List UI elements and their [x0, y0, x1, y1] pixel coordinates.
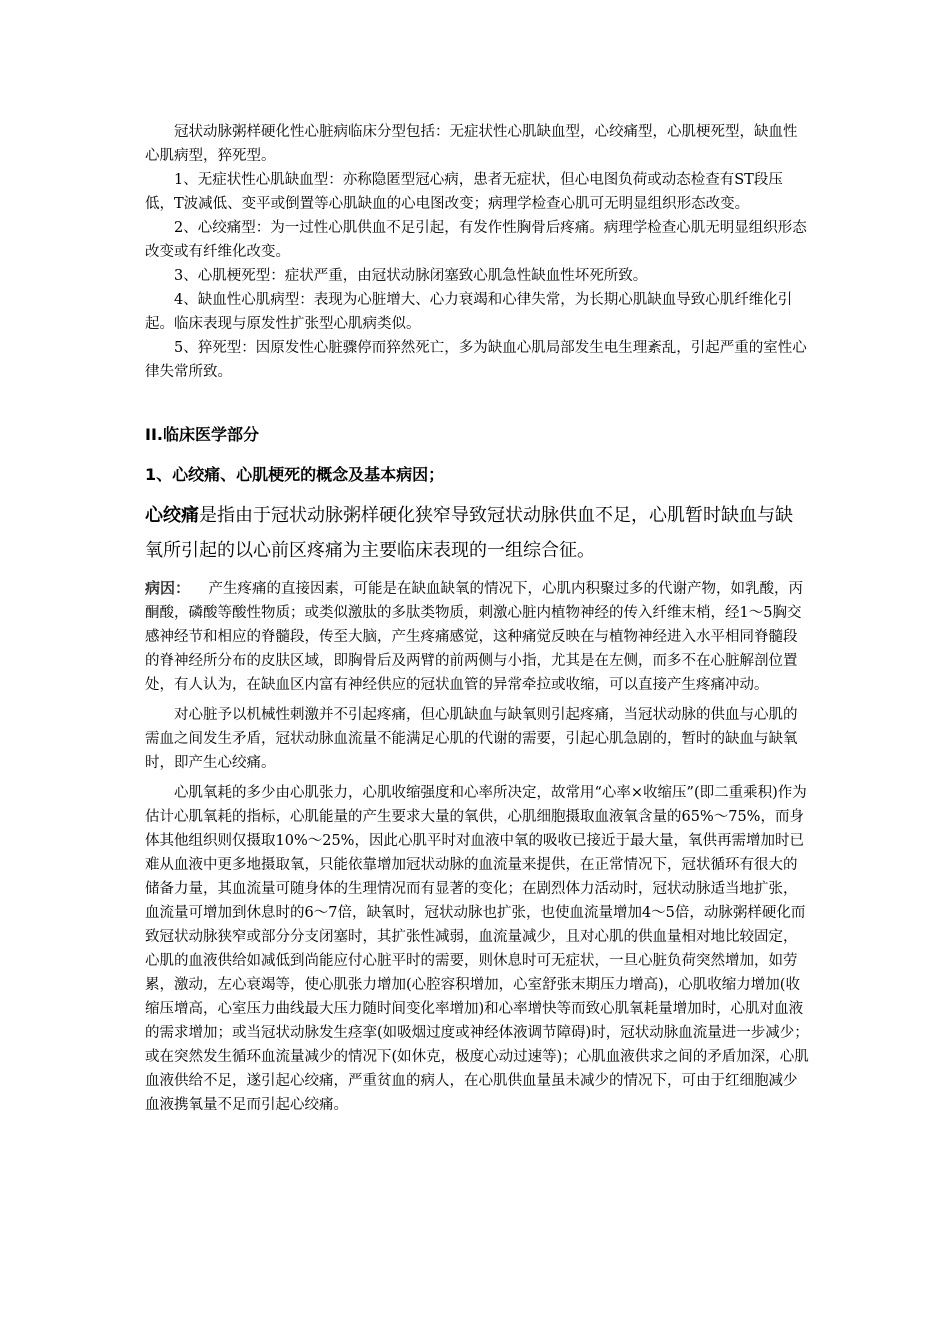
- etiology-paragraph-1: [145, 576, 810, 697]
- definition-term: 心绞痛: [145, 505, 199, 526]
- etiology-paragraph-2: 对心脏予以机械性刺激并不引起疼痛，但心肌缺血与缺氧则引起疼痛，当冠状动脉的供血与心肌的需血之间发生矛盾，冠状动脉血流量不能满足心肌的代谢的需要，引起心肌急剧的，暂时的缺血与缺氧时，即产生心绞痛。: [145, 707, 798, 771]
- classification-summary: 冠状动脉粥样硬化性心脏病临床分型包括：无症状性心肌缺血型，心绞痛型，心肌梗死型，缺血性心肌病型，猝死型。: [145, 124, 798, 164]
- type-infarction: 3、心肌梗死型：症状严重，由冠状动脉闭塞致心肌急性缺血性坏死所致。: [174, 268, 648, 284]
- etiology-paragraph-3: 心肌氧耗的多少由心肌张力，心肌收缩强度和心率所决定，故常用“心率×收缩压”(即二重乘积)作为估计心肌氧耗的指标，心肌能量的产生要求大量的氧供，心肌细胞摄取血液氧含量的65%～75%，而身体其他组织则仅摄取10%～25%，因此心肌平时对血液中氧的吸收已接近于最大量，氧供再需增加时已难从血液中更多地摄取氧，只能依靠增加冠状动脉的血流量来提供，在正常情况下，冠状循环有很大的储备力量，其血流量可随身体的生理情况而有显著的变化；在剧烈体力活动时，冠状动脉适当地扩张，血流量可增加到休息时的6～7倍，缺氧时，冠状动脉也扩张，也使血流量增加4～5倍，动脉粥样硬化而致冠状动脉狭窄或部分分支闭塞时，其扩张性减弱，血流量减少，且对心肌的供血量相对地比较固定，心肌的血液供给如减低到尚能应付心脏平时的需要，则休息时可无症状，一旦心脏负荷突然增加，如劳累，激动，左心衰竭等，使心肌张力增加(心腔容积增加，心室舒张末期压力增高)，心肌收缩力增加(收缩压增高，心室压力曲线最大压力随时间变化率增加)和心率增快等而致心肌氧耗量增加时，心肌对血液的需求增加；或当冠状动脉发生痉挛(如吸烟过度或神经体液调节障碍)时，冠状动脉血流量进一步减少；或在突然发生循环血流量减少的情况下(如休克，极度心动过速等)；心肌血液供求之间的矛盾加深，心肌血液供给不足，遂引起心绞痛，严重贫血的病人，在心肌供血量虽未减少的情况下，可由于红细胞减少血液携氧量不足而引起心绞痛。: [145, 785, 809, 1113]
- document-page: [145, 120, 810, 1117]
- type-sudden-death: 5、猝死型：因原发性心脏骤停而猝然死亡，多为缺血心肌局部发生电生理紊乱，引起严重的室性心律失常所致。: [145, 340, 807, 380]
- definition-text: 是指由于冠状动脉粥样硬化狭窄导致冠状动脉供血不足，心肌暂时缺血与缺氧所引起的以心前区疼痛为主要临床表现的一组综合征。: [145, 505, 793, 561]
- type-angina: 2、心绞痛型：为一过性心肌供血不足引起，有发作性胸骨后疼痛。病理学检查心肌无明显组织形态改变或有纤维化改变。: [145, 220, 807, 260]
- type-ischemic-cardiomyopathy: 4、缺血性心肌病型：表现为心脏增大、心力衰竭和心律失常，为长期心肌缺血导致心肌纤维化引起。临床表现与原发性扩张型心肌病类似。: [145, 292, 793, 332]
- section-gap: [145, 384, 810, 420]
- angina-definition: [145, 498, 810, 568]
- etiology-text-1: 产生疼痛的直接因素，可能是在缺血缺氧的情况下，心肌内积聚过多的代谢产物，如乳酸，丙酮酸，磷酸等酸性物质；或类似激肽的多肽类物质，刺激心脏内植物神经的传入纤维末梢，经1～5胸交感神经节和相应的脊髓段，传至大脑，产生疼痛感觉，这种痛觉反映在与植物神经进入水平相同脊髓段的脊神经所分布的皮肤区域，即胸骨后及两臂的前两侧与小指，尤其是在左侧，而多不在心脏解剖位置处，有人认为，在缺血区内富有神经供应的冠状血管的异常牵拉或收缩，可以直接产生疼痛冲动。: [145, 581, 803, 693]
- type-silent-ischemia: 1、无症状性心肌缺血型：亦称隐匿型冠心病，患者无症状，但心电图负荷或动态检查有ST段压低，T波减低、变平或倒置等心肌缺血的心电图改变；病理学检查心肌可无明显组织形态改变。: [145, 172, 783, 212]
- part-heading: II.临床医学部分: [145, 425, 259, 444]
- etiology-label: 病因：: [145, 579, 191, 597]
- topic-heading: 1、心绞痛、心肌梗死的概念及基本病因；: [145, 465, 445, 484]
